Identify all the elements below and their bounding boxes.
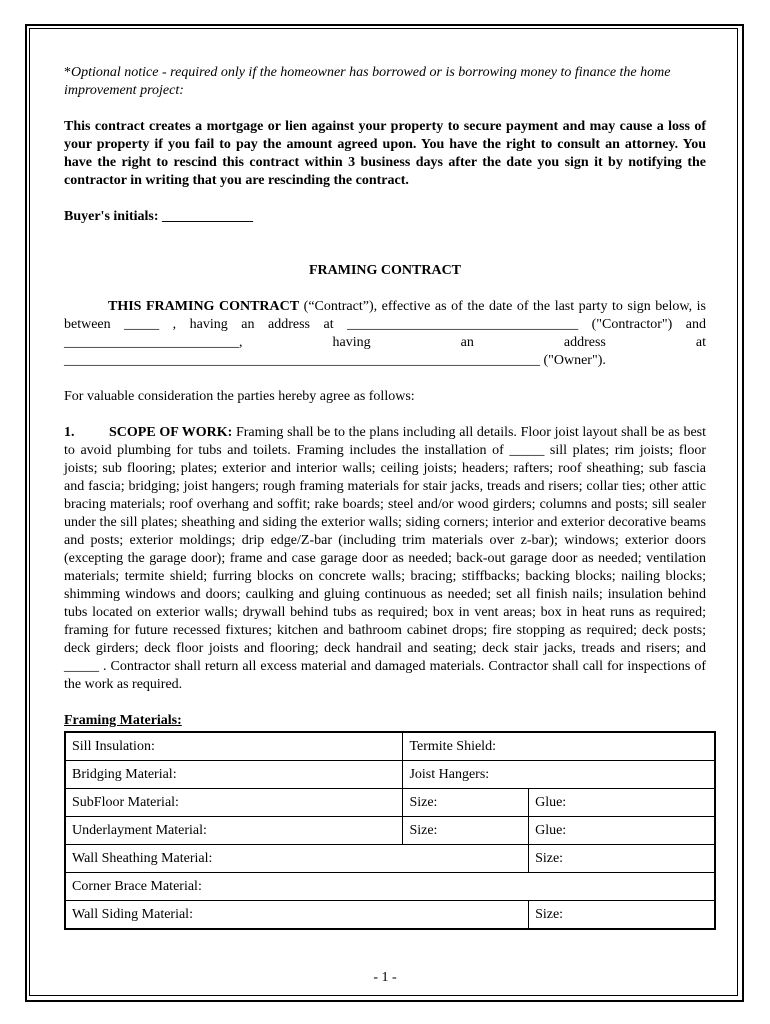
section-scope-of-work bbox=[64, 424, 706, 694]
wall-siding-cell[interactable]: Wall Siding Material: bbox=[65, 901, 529, 930]
table-row bbox=[65, 789, 715, 817]
document-title: FRAMING CONTRACT bbox=[308, 263, 462, 278]
intro-paragraph bbox=[64, 298, 706, 370]
intro-text: (“Contract”), effective as of the date of the last party to sign below, is between _____ , having an address at _________________________________ ("Contractor") and _________________________, having an address at ____________________________________________________________________ ("Owner"). bbox=[64, 299, 706, 368]
table-row bbox=[65, 761, 715, 789]
buyer-initials-line: Buyer's initials: _____________ bbox=[64, 209, 254, 224]
subfloor-size-cell[interactable]: Size: bbox=[403, 789, 529, 817]
table-row bbox=[65, 732, 715, 761]
notice-italic-text: Optional notice - required only if the homeowner has borrowed or is borrowing money to finance the home improvement project: bbox=[64, 65, 671, 98]
framing-materials-title: Framing Materials: bbox=[64, 713, 182, 728]
underlayment-size-cell[interactable]: Size: bbox=[403, 817, 529, 845]
table-row bbox=[65, 873, 715, 901]
underlayment-material-cell[interactable]: Underlayment Material: bbox=[65, 817, 403, 845]
page-number: - 1 - bbox=[373, 970, 397, 985]
termite-shield-cell[interactable]: Termite Shield: bbox=[403, 732, 715, 761]
bridging-material-cell[interactable]: Bridging Material: bbox=[65, 761, 403, 789]
notice-asterisk: * bbox=[64, 65, 71, 80]
section-body: Framing shall be to the plans including all details. Floor joist layout shall be as best to avoid plumbing for tubs and toilets. Framing includes the installation of _____ sill plates; rim joists; floor joists; sub flooring; plates; exterior and interior walls; ceiling joists; headers; rafters; roof sheathing; sub fascia and fascia; bridging; joist hangers; rough framing materials for stair jacks, treads and risers; collar ties; other attic bracing materials; roof overhang and soffit; rake boards; steel and/or wood girders; columns and posts; sill sealer under the sill plates; sheathing and siding the exterior walls; siding corners; interior and exterior decorative beams and posts; exterior moldings; drip edge/Z-bar (including trim materials over z-bar); windows; exterior doors (excepting the garage door); frame and case garage door as needed; back-out garage door as needed; ventilation materials; termite shield; furring blocks on concrete walls; bracing; stiffbacks; backing blocks; nailing blocks; shimming windows and doors; caulking and gluing continuous as needed; set all finish nails; insulation behind tubs located on exterior walls; drywall behind tubs as required; box in vent areas; box in heat runs as required; framing for future recessed fixtures; kitchen and bathroom cabinet drops; fire stopping as required; deck posts; deck girders; deck floor joists and flooring; deck handrail and seating; deck stair jacks, treads and risers; and _____ . Contractor shall return all excess material and damaged materials. Contractor shall call for inspections of the work as required. bbox=[64, 425, 706, 692]
joist-hangers-cell[interactable]: Joist Hangers: bbox=[403, 761, 715, 789]
table-row bbox=[65, 817, 715, 845]
underlayment-glue-cell[interactable]: Glue: bbox=[529, 817, 715, 845]
rescission-warning: This contract creates a mortgage or lien against your property to secure payment and may cause a loss of your property if you fail to pay the amount agreed upon. You have the right to consult an attorney. You have the right to rescind this contract within 3 business days after the date you sign it by notifying the contractor in writing that you are rescinding the contract. bbox=[64, 119, 706, 188]
corner-brace-cell[interactable]: Corner Brace Material: bbox=[65, 873, 715, 901]
table-row bbox=[65, 845, 715, 873]
document-body bbox=[64, 64, 706, 930]
consideration-line: For valuable consideration the parties hereby agree as follows: bbox=[64, 389, 415, 404]
wall-sheathing-cell[interactable]: Wall Sheathing Material: bbox=[65, 845, 529, 873]
table-row bbox=[65, 901, 715, 930]
section-number: 1. bbox=[64, 425, 75, 440]
sill-insulation-cell[interactable]: Sill Insulation: bbox=[65, 732, 403, 761]
subfloor-material-cell[interactable]: SubFloor Material: bbox=[65, 789, 403, 817]
framing-materials-table bbox=[64, 731, 716, 930]
wall-siding-size-cell[interactable]: Size: bbox=[529, 901, 715, 930]
intro-lead: THIS FRAMING CONTRACT bbox=[108, 299, 300, 314]
subfloor-glue-cell[interactable]: Glue: bbox=[529, 789, 715, 817]
optional-notice bbox=[64, 64, 706, 100]
section-heading: SCOPE OF WORK: bbox=[109, 425, 233, 440]
wall-sheathing-size-cell[interactable]: Size: bbox=[529, 845, 715, 873]
